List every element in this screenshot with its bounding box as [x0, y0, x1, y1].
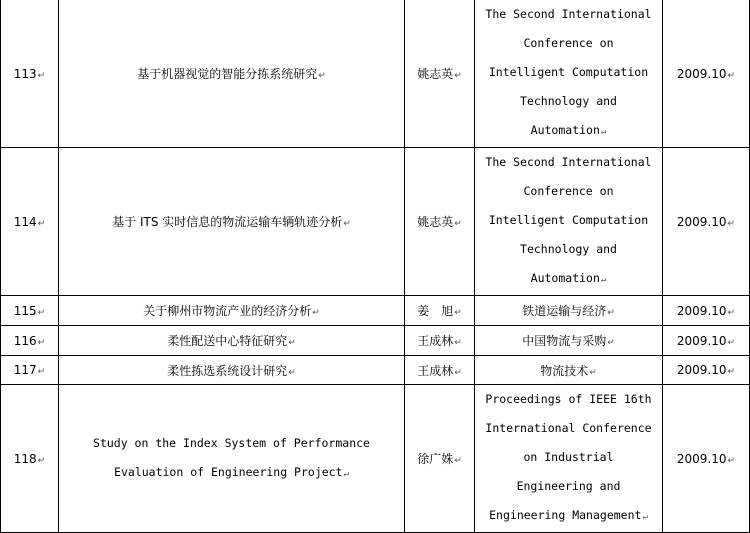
author: 王成林↵ — [405, 356, 475, 385]
paper-title: 柔性拣选系统设计研究↵ — [59, 356, 405, 385]
table-row — [1, 326, 750, 356]
paper-title: 基于机器视觉的智能分拣系统研究↵ — [59, 0, 405, 148]
row-number: 117↵ — [1, 356, 59, 385]
author: 王成林↵ — [405, 326, 475, 356]
publication-date: 2009.10↵ — [663, 148, 750, 296]
row-number: 118↵ — [1, 385, 59, 533]
publication-venue: Proceedings of IEEE 16th International Conference on Industrial Engineering and Engineering Management↵ — [475, 385, 663, 533]
publication-venue: 铁道运输与经济↵ — [475, 296, 663, 326]
table-row — [1, 0, 750, 148]
table-row — [1, 385, 750, 533]
row-number: 114↵ — [1, 148, 59, 296]
row-number: 116↵ — [1, 326, 59, 356]
author: 姚志英↵ — [405, 0, 475, 148]
publication-venue: The Second International Conference on Intelligent Computation Technology and Automation↵ — [475, 148, 663, 296]
publication-date: 2009.10↵ — [663, 356, 750, 385]
table-row — [1, 148, 750, 296]
publication-date: 2009.10↵ — [663, 296, 750, 326]
row-number: 115↵ — [1, 296, 59, 326]
author: 徐广姝↵ — [405, 385, 475, 533]
author: 姜 旭↵ — [405, 296, 475, 326]
table-row — [1, 356, 750, 385]
paper-title: Study on the Index System of Performance Evaluation of Engineering Project↵ — [59, 385, 405, 533]
paper-title: 基于 ITS 实时信息的物流运输车辆轨迹分析↵ — [59, 148, 405, 296]
paper-title: 关于柳州市物流产业的经济分析↵ — [59, 296, 405, 326]
publication-venue: 物流技术↵ — [475, 356, 663, 385]
table-row — [1, 296, 750, 326]
author: 姚志英↵ — [405, 148, 475, 296]
publication-date: 2009.10↵ — [663, 326, 750, 356]
publication-venue: The Second International Conference on Intelligent Computation Technology and Automation↵ — [475, 0, 663, 148]
row-number: 113↵ — [1, 0, 59, 148]
paper-title: 柔性配送中心特征研究↵ — [59, 326, 405, 356]
publication-date: 2009.10↵ — [663, 0, 750, 148]
publication-venue: 中国物流与采购↵ — [475, 326, 663, 356]
publication-date: 2009.10↵ — [663, 385, 750, 533]
